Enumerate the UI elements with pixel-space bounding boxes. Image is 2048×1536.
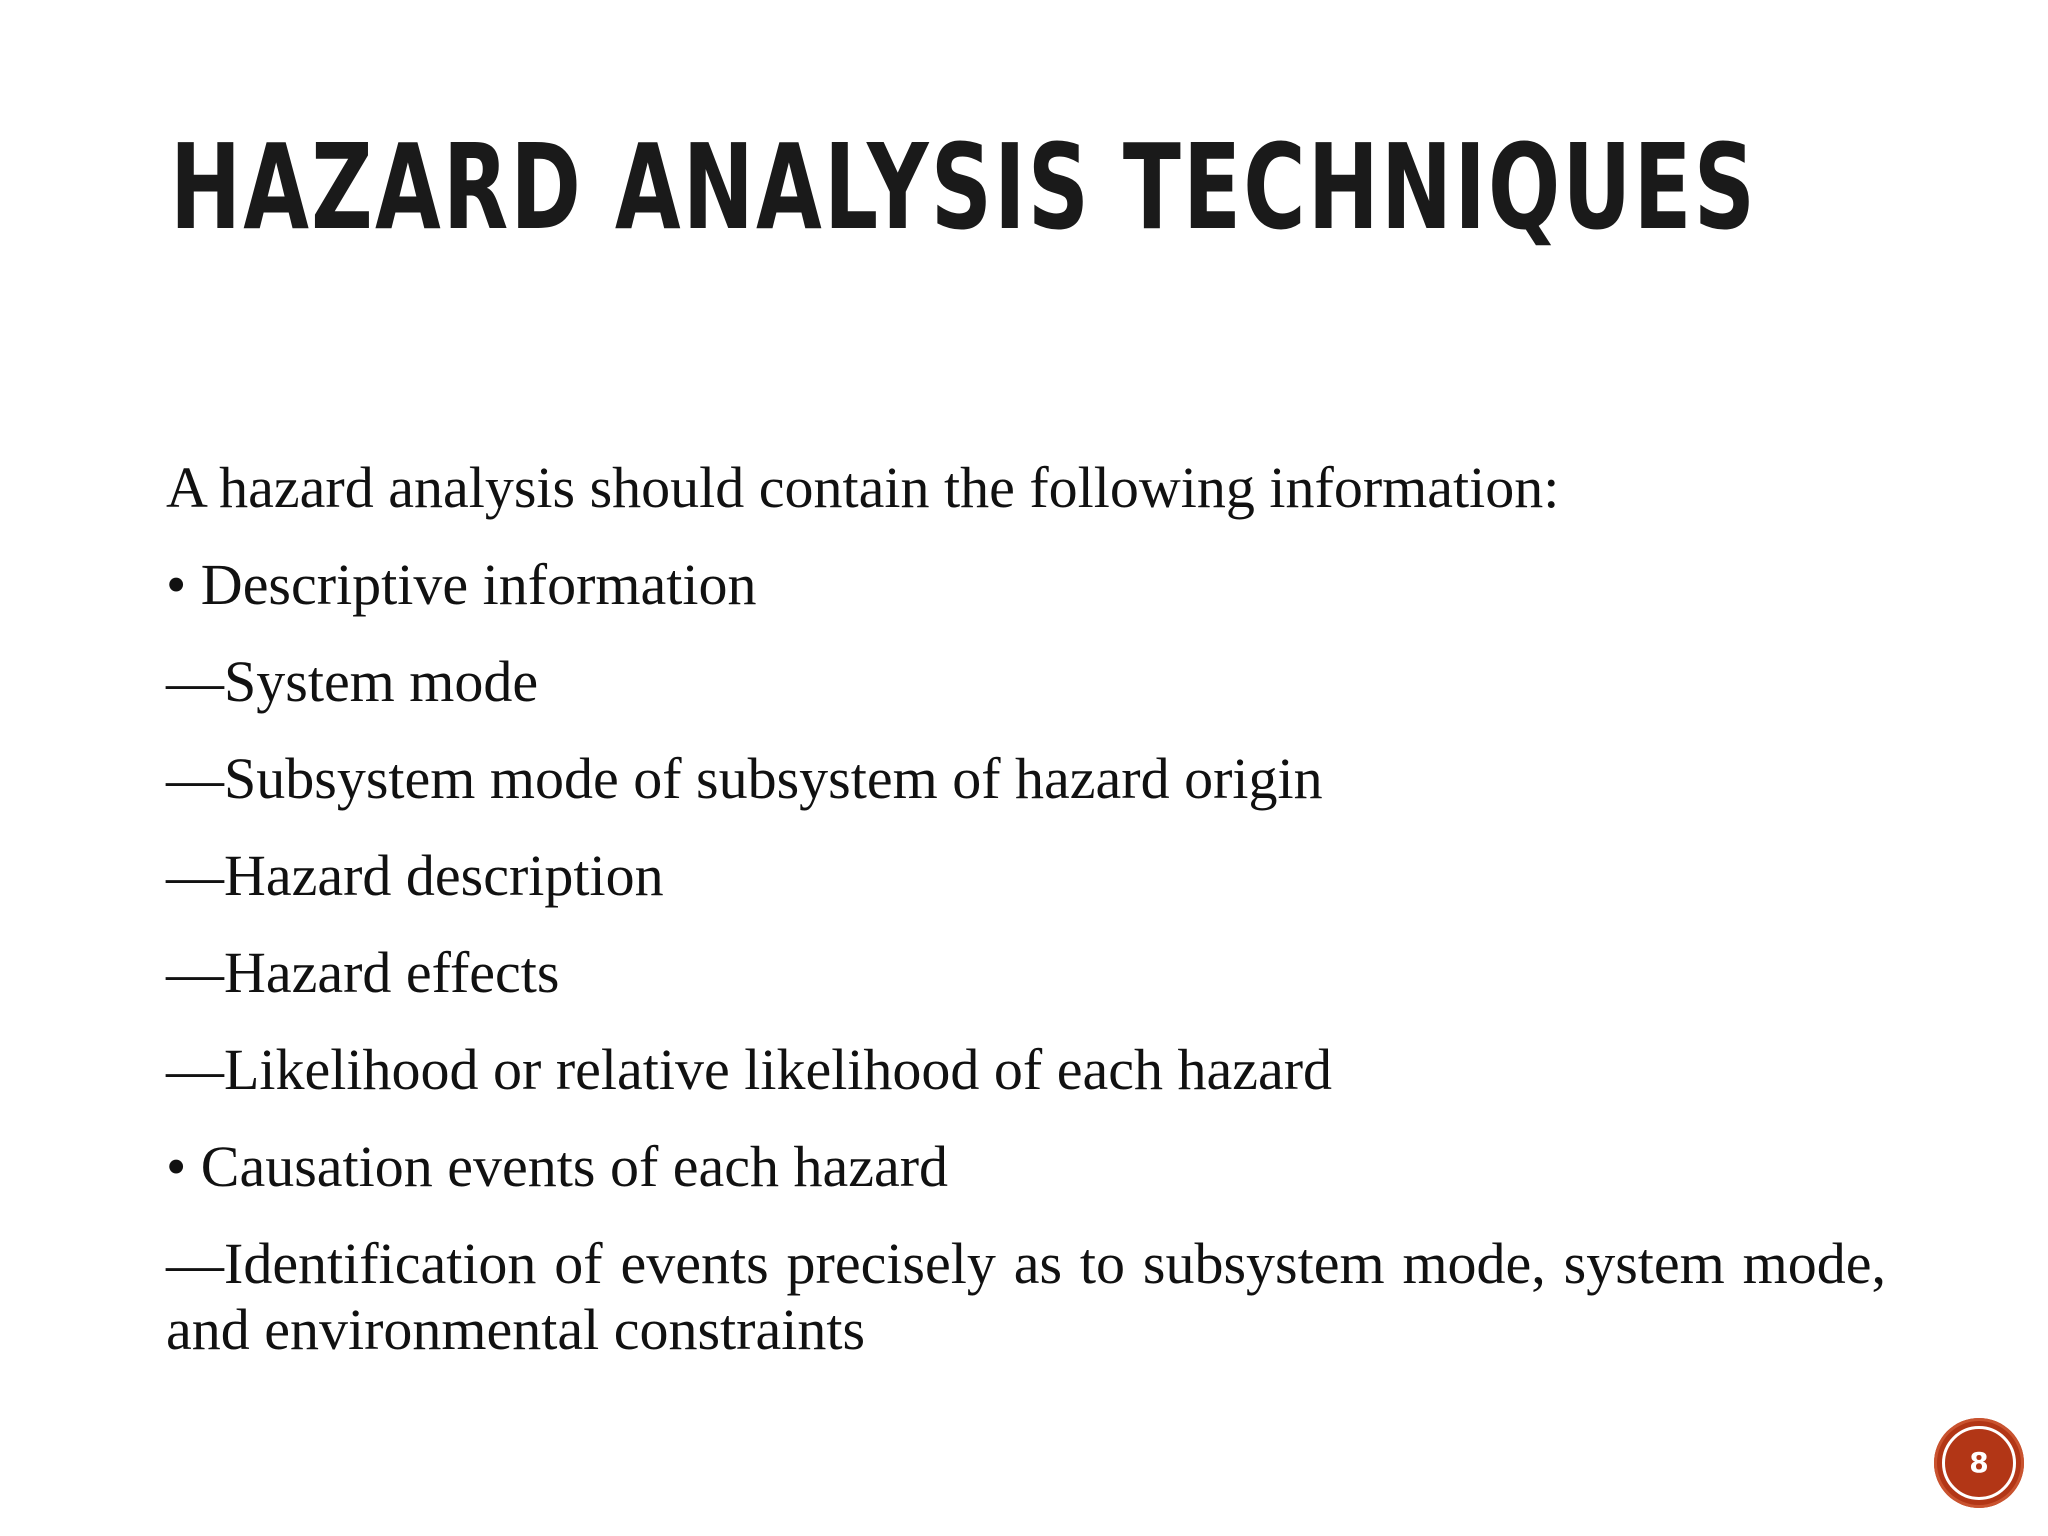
page-number-badge	[1934, 1418, 2024, 1508]
sub-item-identification-of-events: —Identification of events precisely as to subsystem mode, system mode, and environmental constraints	[166, 1231, 1886, 1362]
sub-item-subsystem-mode: —Subsystem mode of subsystem of hazard origin	[166, 746, 1323, 811]
sub-item-system-mode: —System mode	[166, 649, 539, 714]
sub-item-hazard-effects: —Hazard effects	[166, 940, 560, 1005]
sub-item-hazard-description: —Hazard description	[166, 843, 664, 908]
sub-item-likelihood: —Likelihood or relative likelihood of each hazard	[166, 1037, 1333, 1102]
slide-title: HAZARD ANALYSIS TECHNIQUES	[170, 118, 1758, 256]
slide-body	[166, 455, 1886, 1363]
bullet-descriptive-information: • Descriptive information	[166, 552, 757, 617]
intro-line: A hazard analysis should contain the following information:	[166, 455, 1560, 520]
bullet-causation-events: • Causation events of each hazard	[166, 1134, 949, 1199]
page-number: 8	[1969, 1446, 1989, 1479]
